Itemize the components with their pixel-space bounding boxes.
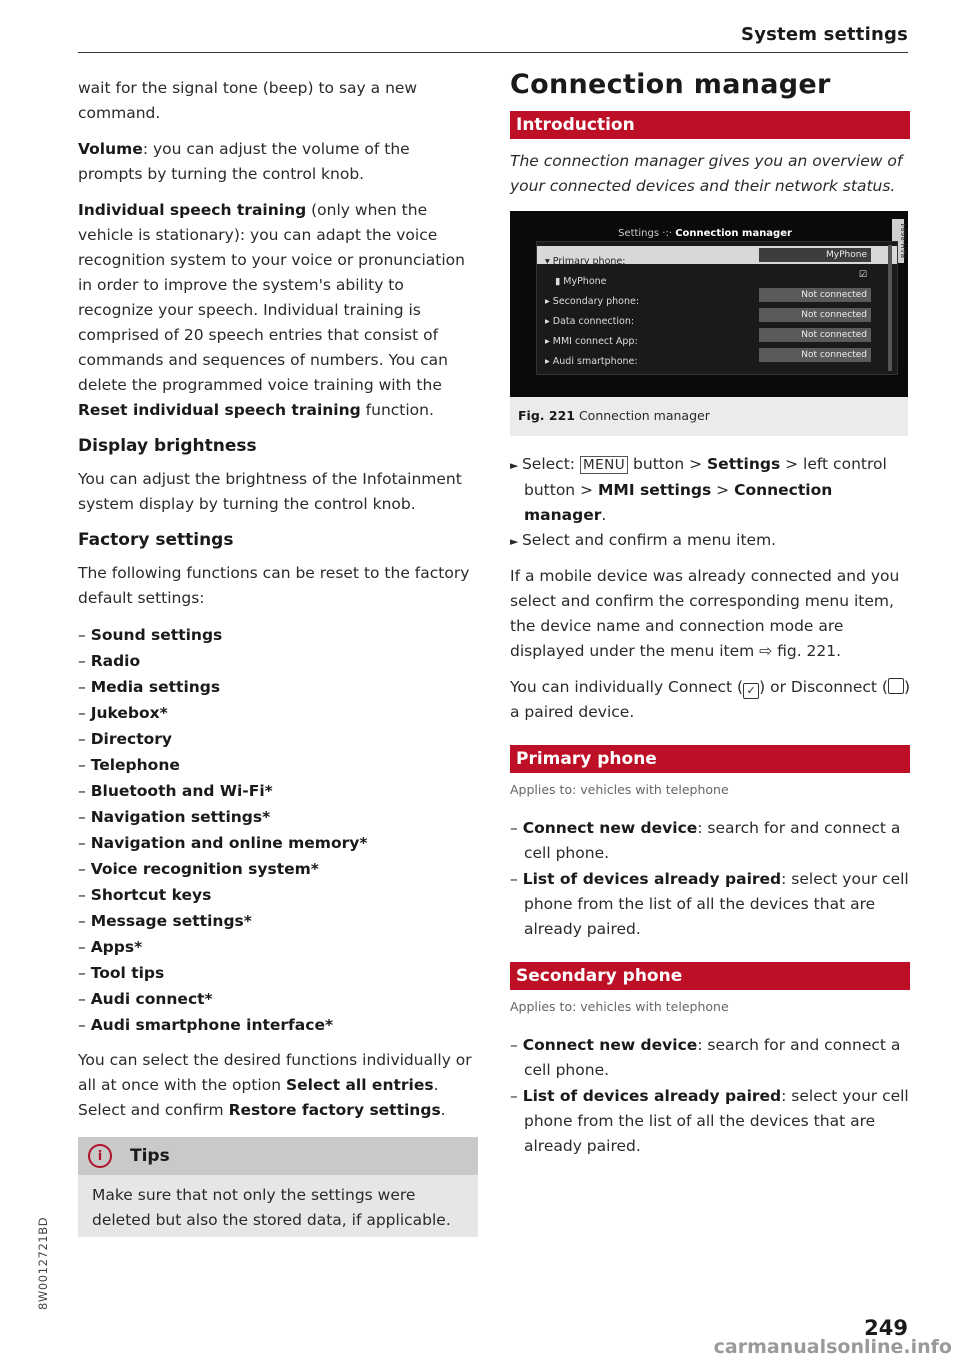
menu-key: MENU xyxy=(580,456,628,474)
list-item: – Navigation and online memory* xyxy=(78,830,478,856)
primary-phone-bar: Primary phone xyxy=(510,745,910,773)
display-brightness-heading: Display brightness xyxy=(78,436,257,456)
secondary-applies-to: Applies to: vehicles with telephone xyxy=(510,999,729,1014)
tips-header xyxy=(78,1137,478,1175)
select-entries-paragraph: You can select the desired functions individually or all at once with the option Select all entries. Select and confirm Restore factory settings. xyxy=(78,1051,472,1119)
primary-applies-to: Applies to: vehicles with telephone xyxy=(510,782,729,797)
introduction-text: The connection manager gives you an overview of your connected devices and their network status. xyxy=(510,152,903,195)
speech-training-paragraph: Individual speech training (only when the vehicle is stationary): you can adapt the voice recognition system to your voice or pronunciation in order to improve the system's ability to recognize your speech. Individual training is comprised of 20 speech entries that consist of commands and sequences of numbers. You can delete the programmed voice training with the Reset individual speech training function. xyxy=(78,201,465,419)
screen-row-primary-phone: ▾ Primary phone: MyPhone xyxy=(537,246,897,264)
screen-menu-panel xyxy=(536,241,898,375)
list-item: – Directory xyxy=(78,726,478,752)
step-item: ► Select and confirm a menu item. xyxy=(510,528,910,554)
list-item: – Apps* xyxy=(78,934,478,960)
list-item: – Connect new device: search for and connect a cell phone. xyxy=(510,1033,910,1083)
tips-text: Make sure that not only the settings were deleted but also the stored data, if applicable. xyxy=(92,1186,451,1229)
screen-row-audi-smartphone: ▸ Audi smartphone: Not connected xyxy=(537,346,897,364)
intro-paragraph: wait for the signal tone (beep) to say a new command. xyxy=(78,79,418,122)
list-item: – Audi smartphone interface* xyxy=(78,1012,478,1038)
factory-settings-text: The following functions can be reset to the factory default settings: xyxy=(78,564,470,607)
right-column xyxy=(510,69,911,1179)
list-item: – Connect new device: search for and connect a cell phone. xyxy=(510,816,910,866)
checked-box-icon: ✓ xyxy=(743,683,759,699)
secondary-phone-list xyxy=(510,1033,910,1159)
introduction-bar: Introduction xyxy=(510,111,910,139)
figure-connection-manager xyxy=(510,211,908,436)
mmi-screen xyxy=(510,211,908,397)
factory-settings-heading: Factory settings xyxy=(78,530,234,550)
screen-row-myphone: ▮ MyPhone ☑ xyxy=(555,270,867,287)
list-item: – Shortcut keys xyxy=(78,882,478,908)
header-rule xyxy=(78,52,908,53)
list-item: – Sound settings xyxy=(78,622,478,648)
list-item: – Audi connect* xyxy=(78,986,478,1012)
tips-label: Tips xyxy=(130,1145,170,1166)
list-item: – Tool tips xyxy=(78,960,478,986)
list-item: – Jukebox* xyxy=(78,700,478,726)
display-brightness-text: You can adjust the brightness of the Infotainment system display by turning the control knob. xyxy=(78,470,462,513)
screen-row-data-connection: ▸ Data connection: Not connected xyxy=(537,306,897,324)
empty-box-icon xyxy=(888,678,904,694)
list-item: – List of devices already paired: select your cell phone from the list of all the devices that are already paired. xyxy=(510,867,910,942)
tips-box xyxy=(78,1137,478,1237)
screen-row-mmi-connect-app: ▸ MMI connect App: Not connected xyxy=(537,326,897,344)
instruction-steps xyxy=(510,452,910,554)
screen-scrollbar xyxy=(888,245,892,371)
left-column xyxy=(78,76,478,1237)
document-code: 8W0012721BD xyxy=(36,1216,50,1310)
figure-code: RAH-8684 xyxy=(892,219,904,263)
list-item: – Bluetooth and Wi-Fi* xyxy=(78,778,478,804)
list-item: – Radio xyxy=(78,648,478,674)
info-icon: i xyxy=(88,1144,112,1168)
page-number: 249 xyxy=(864,1316,908,1340)
connect-paragraph: You can individually Connect ( ✓ ) or Disconnect ( ) a paired device. xyxy=(510,678,911,721)
primary-phone-list xyxy=(510,816,910,942)
screen-breadcrumb: Settings ·:· Connection manager xyxy=(618,228,792,239)
list-item: – Telephone xyxy=(78,752,478,778)
mobile-device-paragraph: If a mobile device was already connected and you select and confirm the corresponding menu item, the device name and connection mode are displayed under the menu item ⇨ fig. 221. xyxy=(510,567,900,660)
list-item: – Navigation settings* xyxy=(78,804,478,830)
volume-paragraph: Volume: you can adjust the volume of the prompts by turning the control knob. xyxy=(78,140,410,183)
watermark: carmanualsonline.info xyxy=(713,1336,952,1358)
factory-settings-list xyxy=(78,622,478,1038)
step-item: ► Select: MENU button > Settings > left control button > MMI settings > Connection manager. xyxy=(510,452,910,528)
list-item: – Message settings* xyxy=(78,908,478,934)
screen-row-secondary-phone: ▸ Secondary phone: Not connected xyxy=(537,286,897,304)
section-title: Connection manager xyxy=(510,69,831,100)
list-item: – Voice recognition system* xyxy=(78,856,478,882)
figure-caption: Fig. 221 Connection manager xyxy=(518,408,710,423)
list-item: – Media settings xyxy=(78,674,478,700)
page-header-title: System settings xyxy=(741,24,908,45)
secondary-phone-bar: Secondary phone xyxy=(510,962,910,990)
list-item: – List of devices already paired: select your cell phone from the list of all the devices that are already paired. xyxy=(510,1084,910,1159)
